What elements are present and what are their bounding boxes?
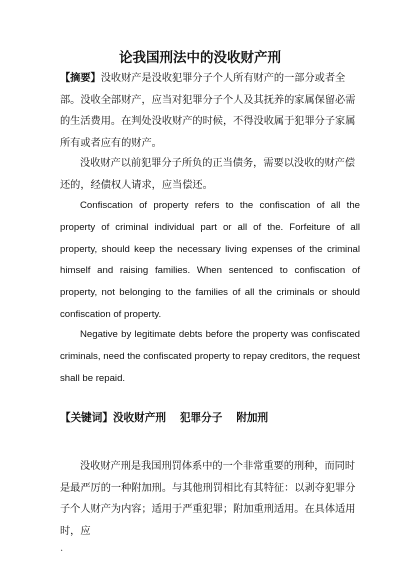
english-abstract-paragraph-2: Negative by legitimate debts before the property was confiscated criminals, need the confiscated property to repay creditors, the request shall be repaid. <box>60 329 360 384</box>
english-abstract-paragraph-1: Confiscation of property refers to the confiscation of all the property of criminal individual part or all of the. Forfeiture of all property, should keep the necessary living expenses of the criminal himself and raising families. When sentenced to confiscation of property, not belonging to the families of all the criminals or should confiscation of property. <box>60 200 360 320</box>
abstract-label: 【摘要】 <box>60 72 101 84</box>
body-paragraph: 没收财产刑是我国刑罚体系中的一个非常重要的刑种，而同时是最严厉的一种附加刑。与其他刑罚相比有其特征：以剥夺犯罪分子个人财产为内容；适用于严重犯罪；附加重刑适用。在具体适用时，应 <box>60 461 356 537</box>
abstract-text: 没收财产是没收犯罪分子个人所有财产的一部分或者全部。没收全部财产，应当对犯罪分子个人及其抚养的家属保留必需的生活费用。在判处没收财产的时候，不得没收属于犯罪分子家属所有或者应有的财产。 <box>60 73 356 149</box>
keywords-line <box>60 410 360 425</box>
abstract-paragraph-2: 没收财产以前犯罪分子所负的正当债务，需要以没收的财产偿还的，经债权人请求，应当偿还。 <box>60 158 356 191</box>
keyword-2: 犯罪分子 <box>179 412 223 424</box>
abstract-paragraph <box>60 68 360 154</box>
footer-mark: . <box>60 543 64 554</box>
keyword-3: 附加刑 <box>236 412 269 424</box>
document-title: 论我国刑法中的没收财产刑 <box>119 50 281 66</box>
keywords-label: 【关键词】 <box>60 412 113 424</box>
keyword-1: 没收财产刑 <box>112 412 166 424</box>
